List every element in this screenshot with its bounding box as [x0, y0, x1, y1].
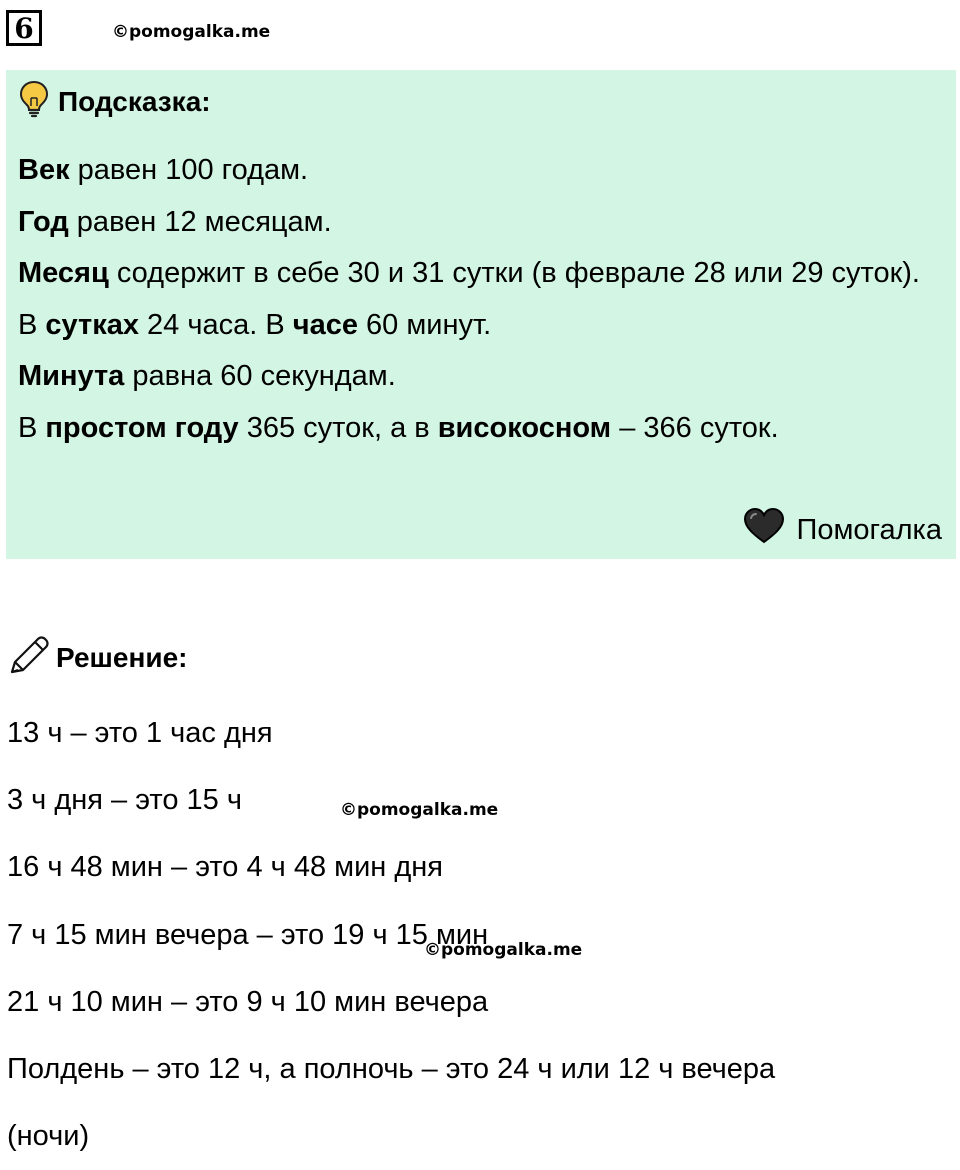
hint-term: високосном	[437, 411, 612, 444]
hint-text-run: 60 минут.	[358, 308, 492, 341]
watermark-lower: ©pomogalka.me	[424, 940, 583, 960]
hint-text-run: В	[18, 411, 46, 444]
hint-term: Год	[18, 205, 69, 238]
hint-line	[18, 145, 938, 197]
hint-text-run: В	[18, 308, 46, 341]
hint-line	[18, 300, 938, 352]
hint-term: Месяц	[18, 257, 109, 289]
brand-signature	[743, 508, 942, 552]
solution-line: 7 ч 15 мин вечера – это 19 ч 15 мин	[7, 918, 489, 951]
hint-term: простом году	[45, 411, 239, 444]
watermark-middle: ©pomogalka.me	[340, 800, 499, 820]
hint-text-run: 365 суток, а в	[238, 411, 438, 444]
hint-text-run: – 366 суток.	[611, 411, 779, 444]
hint-term: сутках	[45, 308, 139, 341]
hint-text-run: равна 60 секундам.	[124, 360, 396, 392]
brand-name: Помогалка	[796, 513, 942, 546]
hint-line	[18, 351, 938, 403]
hint-title: Подсказка:	[58, 86, 211, 117]
solution-line: Полдень – это 12 ч, а полночь – это 24 ч или 12 ч вечера	[7, 1053, 776, 1086]
lightbulb-icon	[18, 80, 50, 125]
hint-text-run: 24 часа. В	[139, 308, 293, 341]
pencil-icon	[8, 635, 50, 682]
solution-lines	[7, 700, 947, 1170]
solution-line: 13 ч – это 1 час дня	[7, 717, 273, 749]
solution-line: (ночи)	[7, 1120, 90, 1153]
hint-header	[18, 80, 211, 124]
solution-title: Решение:	[56, 642, 188, 673]
solution-line: 16 ч 48 мин – это 4 ч 48 мин дня	[7, 851, 444, 884]
hint-term: Век	[18, 154, 70, 186]
solution-line: 3 ч дня – это 15 ч	[7, 784, 242, 817]
hint-text-run: содержит в себе 30 и 31 сутки (в феврале 28 или 29 суток).	[108, 257, 920, 289]
hint-term: часе	[292, 308, 358, 341]
heart-icon	[743, 508, 785, 552]
solution-line: 21 ч 10 мин – это 9 ч 10 мин вечера	[7, 985, 489, 1018]
hint-text-run: равен 100 годам.	[69, 154, 309, 186]
task-number: 6	[14, 12, 34, 45]
watermark-top: ©pomogalka.me	[112, 22, 271, 42]
hint-line	[18, 248, 938, 300]
hint-text-run: равен 12 месяцам.	[68, 205, 332, 238]
hint-term: Минута	[18, 360, 125, 392]
hint-line	[18, 403, 938, 455]
task-number-box	[6, 10, 42, 46]
solution-header	[8, 636, 187, 680]
hint-line	[18, 197, 938, 249]
hint-text	[18, 145, 938, 454]
